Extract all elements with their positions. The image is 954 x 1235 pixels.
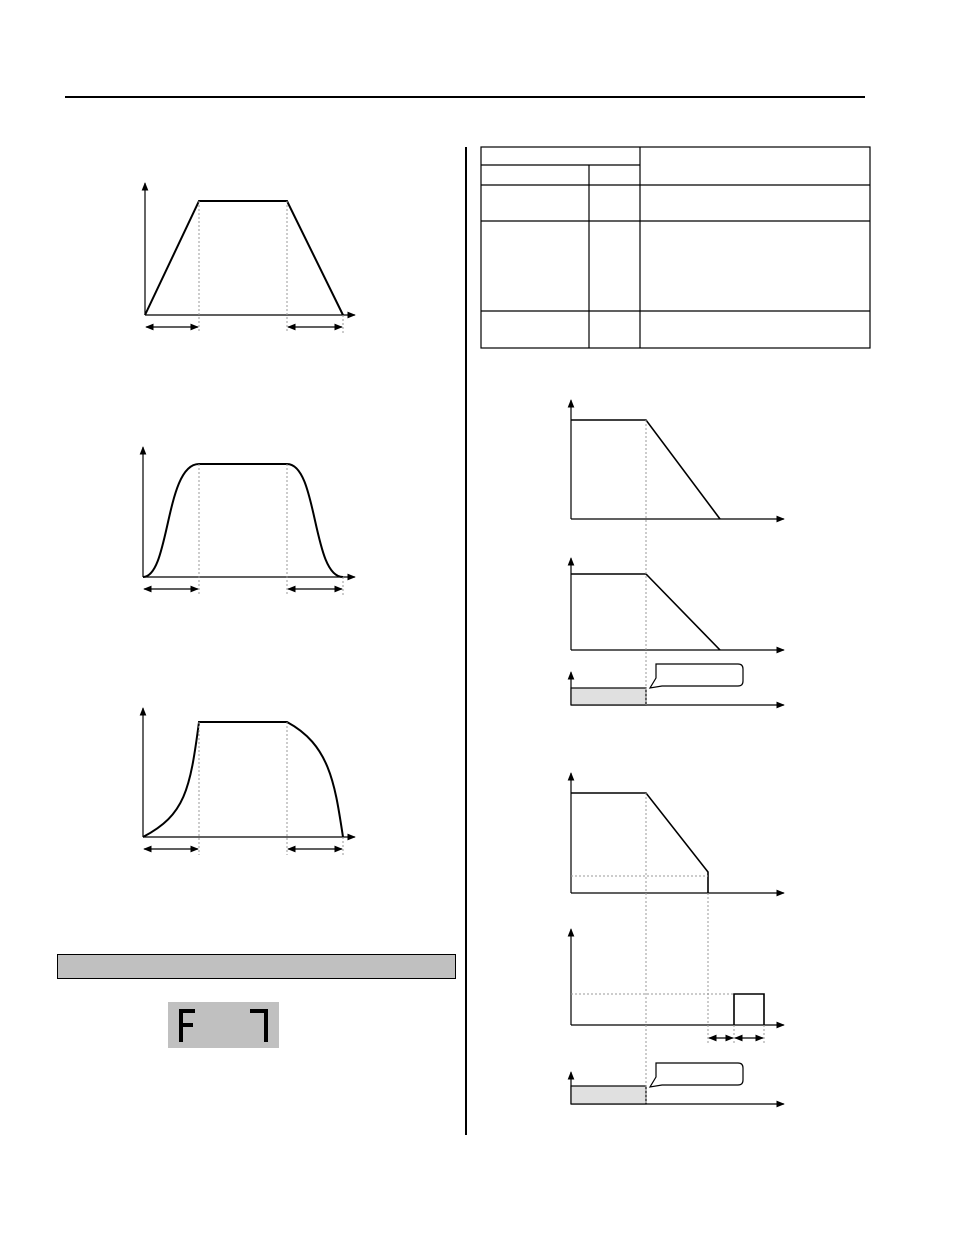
timing-diagram-1 bbox=[571, 400, 784, 705]
curve-u bbox=[143, 708, 355, 855]
segment-7-lower-right bbox=[264, 1025, 268, 1042]
parameter-table bbox=[481, 147, 870, 348]
parameter-bar bbox=[57, 954, 456, 979]
segment-f-lower-left bbox=[179, 1025, 183, 1042]
speed-profile bbox=[571, 793, 708, 893]
curve-linear bbox=[145, 183, 355, 333]
display-digits bbox=[168, 1002, 279, 1048]
speed-profile bbox=[143, 464, 343, 577]
speed-profile bbox=[143, 722, 343, 837]
timing-diagram-2 bbox=[571, 773, 784, 1104]
seven-segment-display bbox=[168, 1002, 279, 1048]
signal-pulse bbox=[571, 1086, 646, 1104]
segment-f-upper-left bbox=[179, 1009, 183, 1025]
signal-pulse bbox=[571, 688, 646, 705]
callout bbox=[650, 1063, 743, 1087]
segment-7-upper-right bbox=[264, 1009, 268, 1026]
speed-profile bbox=[145, 201, 343, 315]
callout bbox=[650, 664, 743, 688]
curve-s bbox=[143, 447, 355, 595]
dc-brake-pulse bbox=[734, 994, 764, 1025]
